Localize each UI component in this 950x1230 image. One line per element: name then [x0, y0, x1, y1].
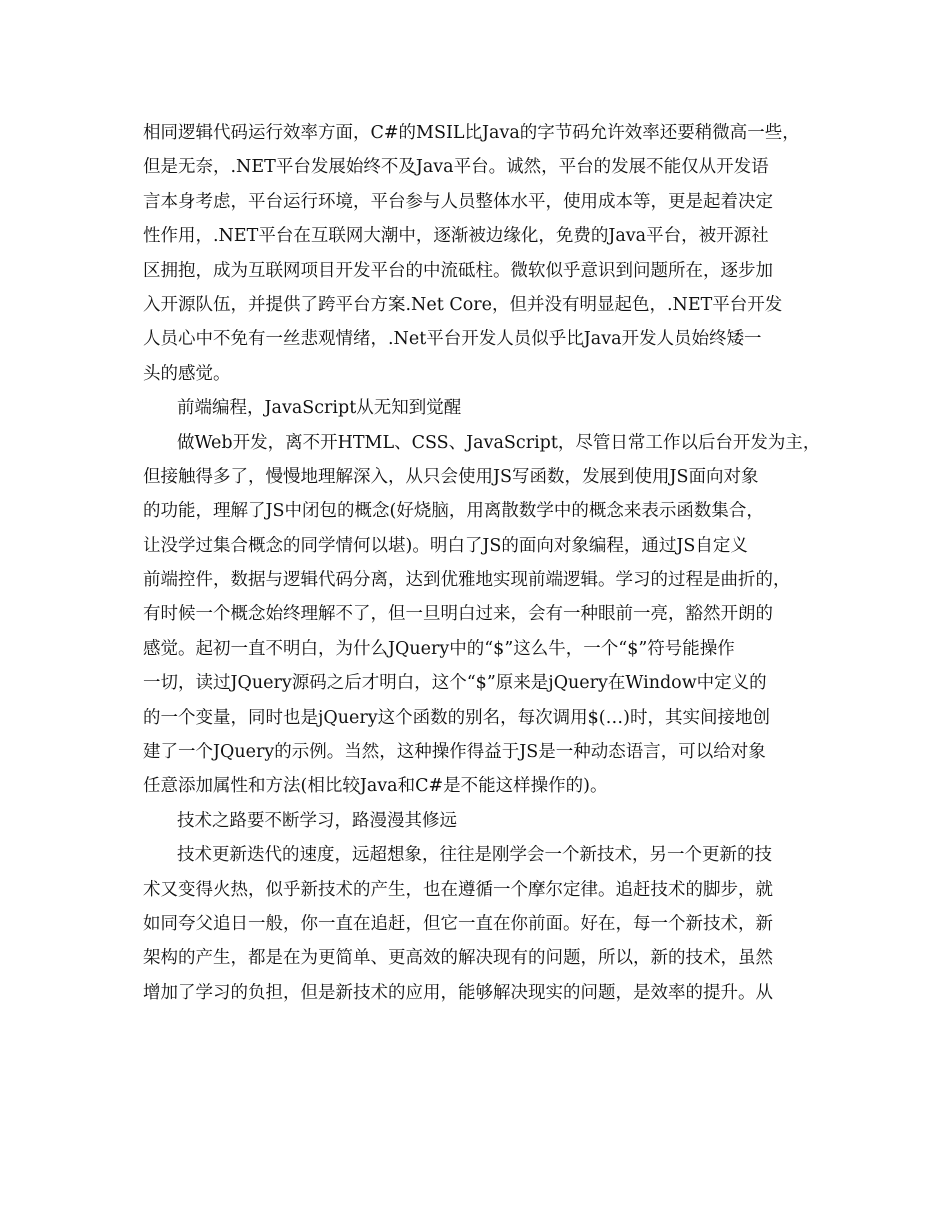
paragraph-line: 的功能，理解了JS中闭包的概念(好烧脑，用离散数学中的概念来表示函数集合， — [143, 501, 764, 522]
paragraph-line: 增加了学习的负担，但是新技术的应用，能够解决现实的问题，是效率的提升。从 — [143, 982, 773, 1003]
paragraph-line: 的一个变量，同时也是jQuery这个函数的别名，每次调用$(…)时，其实间接地创 — [143, 707, 770, 728]
paragraph-line: 人员心中不免有一丝悲观情绪，.Net平台开发人员似乎比Java开发人员始终矮一 — [143, 329, 762, 350]
paragraph-line: 技术更新迭代的速度，远超想象，往往是刚学会一个新技术，另一个更新的技 — [177, 845, 772, 866]
paragraph-line: 感觉。起初一直不明白，为什么JQuery中的“$”这么牛，一个“$”符号能操作 — [143, 638, 735, 659]
paragraph-line: 有时候一个概念始终理解不了，但一旦明白过来，会有一种眼前一亮，豁然开朗的 — [143, 604, 773, 625]
paragraph-line: 性作用，.NET平台在互联网大潮中，逐渐被边缘化，免费的Java平台，被开源社 — [143, 226, 769, 247]
paragraph-line: 言本身考虑，平台运行环境，平台参与人员整体水平，使用成本等，更是起着决定 — [143, 191, 773, 212]
paragraph-line: 如同夸父追日一般，你一直在追赶，但它一直在你前面。好在，每一个新技术，新 — [143, 913, 773, 934]
paragraph-line: 一切，读过JQuery源码之后才明白，这个“$”原来是jQuery在Window中定义的 — [143, 673, 767, 694]
paragraph-line: 但是无奈，.NET平台发展始终不及Java平台。诚然，平台的发展不能仅从开发语 — [143, 157, 769, 178]
paragraph-line: 头的感觉。 — [143, 363, 231, 384]
section-heading: 技术之路要不断学习，路漫漫其修远 — [177, 810, 457, 831]
paragraph-line: 做Web开发，离不开HTML、CSS、JavaScript，尽管日常工作以后台开发为主， — [177, 432, 821, 453]
paragraph-line: 入开源队伍，并提供了跨平台方案.Net Core，但并没有明显起色，.NET平台开发 — [143, 294, 783, 315]
paragraph-line: 任意添加属性和方法(相比较Java和C#是不能这样操作的)。 — [143, 776, 608, 797]
paragraph-line: 但接触得多了，慢慢地理解深入，从只会使用JS写函数，发展到使用JS面向对象 — [143, 466, 759, 487]
paragraph-line: 术又变得火热，似乎新技术的产生，也在遵循一个摩尔定律。追赶技术的脚步，就 — [143, 879, 773, 900]
paragraph-line: 区拥抱，成为互联网项目开发平台的中流砥柱。微软似乎意识到问题所在，逐步加 — [143, 260, 773, 281]
paragraph-line: 相同逻辑代码运行效率方面，C#的MSIL比Java的字节码允许效率还要稍微高一些， — [143, 123, 800, 143]
section-heading: 前端编程，JavaScript从无知到觉醒 — [177, 398, 462, 419]
article-body — [143, 116, 821, 1010]
paragraph-line: 架构的产生，都是在为更简单、更高效的解决现有的问题，所以，新的技术，虽然 — [143, 948, 773, 969]
paragraph-line: 前端控件，数据与逻辑代码分离，达到优雅地实现前端逻辑。学习的过程是曲折的， — [143, 570, 791, 591]
paragraph-line: 让没学过集合概念的同学情何以堪)。明白了JS的面向对象编程，通过JS自定义 — [143, 535, 748, 556]
paragraph-line: 建了一个JQuery的示例。当然，这种操作得益于JS是一种动态语言，可以给对象 — [143, 742, 766, 763]
